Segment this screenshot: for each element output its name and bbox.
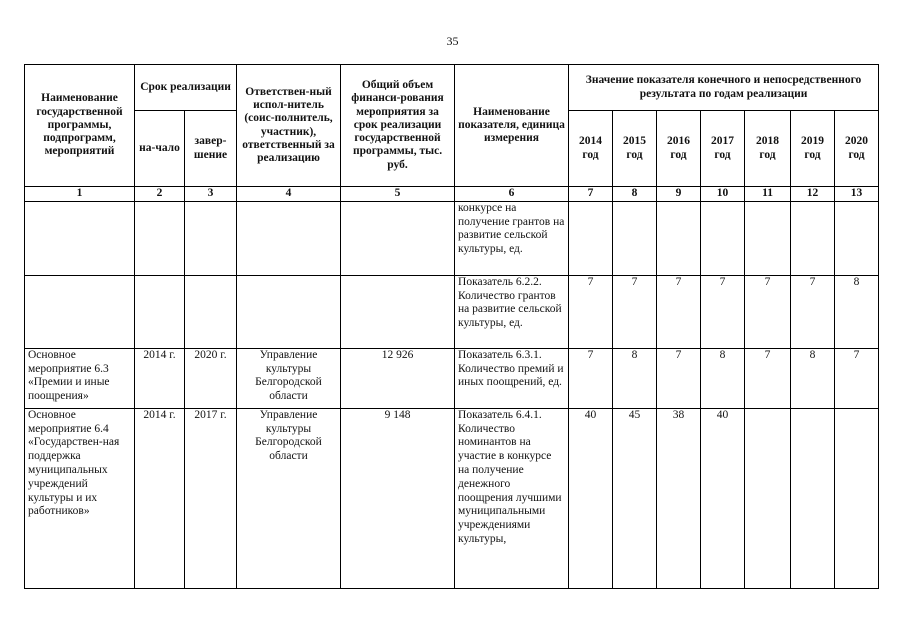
table-row	[25, 408, 879, 588]
column-number: 4	[237, 187, 341, 202]
row-value	[835, 408, 879, 588]
row-responsible: Управление культуры Белгородской области	[237, 408, 341, 588]
header-end: завер-шение	[185, 111, 237, 187]
row-indicator: Показатель 6.4.1. Количество номинантов на участие в конкурсе на получение денежного поощрения лучшими муниципальными учреждениями культуры,	[455, 408, 569, 588]
header-financing: Общий объем финанси-рования мероприятия за срок реализации государственной программы, тыс. руб.	[341, 65, 455, 187]
row-value: 7	[791, 275, 835, 348]
column-number: 2	[135, 187, 185, 202]
row-value	[569, 201, 613, 275]
header-indicator: Наименование показателя, единица измерения	[455, 65, 569, 187]
column-number: 11	[745, 187, 791, 202]
row-value: 45	[613, 408, 657, 588]
row-financing	[341, 275, 455, 348]
column-number: 8	[613, 187, 657, 202]
header-year: 2015 год	[613, 111, 657, 187]
row-value: 7	[701, 275, 745, 348]
row-end: 2017 г.	[185, 408, 237, 588]
header-year: 2019 год	[791, 111, 835, 187]
header-term: Срок реализации	[135, 65, 237, 111]
row-value: 7	[657, 348, 701, 408]
row-indicator: конкурсе на получение грантов на развитие сельской культуры, ед.	[455, 201, 569, 275]
header-year: 2017 год	[701, 111, 745, 187]
row-value	[657, 201, 701, 275]
row-value: 8	[613, 348, 657, 408]
header-year: 2020 год	[835, 111, 879, 187]
table-row	[25, 348, 879, 408]
column-number: 12	[791, 187, 835, 202]
row-indicator: Показатель 6.2.2. Количество грантов на развитие сельской культуры, ед.	[455, 275, 569, 348]
row-value: 7	[569, 275, 613, 348]
row-value: 8	[701, 348, 745, 408]
row-name: Основное мероприятие 6.4 «Государствен-ная поддержка муниципальных учреждений культуры и их работников»	[25, 408, 135, 588]
program-table	[24, 64, 879, 589]
header-responsible: Ответствен-ный испол-нитель (соис-полнитель, участник), ответственный за реализацию	[237, 65, 341, 187]
row-value	[791, 201, 835, 275]
row-responsible: Управление культуры Белгородской области	[237, 348, 341, 408]
column-number: 13	[835, 187, 879, 202]
row-name: Основное мероприятие 6.3 «Премии и иные поощрения»	[25, 348, 135, 408]
row-financing	[341, 201, 455, 275]
row-indicator: Показатель 6.3.1. Количество премий и иных поощрений, ед.	[455, 348, 569, 408]
header-year: 2016 год	[657, 111, 701, 187]
row-financing: 9 148	[341, 408, 455, 588]
row-responsible	[237, 275, 341, 348]
column-number: 10	[701, 187, 745, 202]
column-number: 3	[185, 187, 237, 202]
page-number: 35	[446, 34, 459, 48]
table-row	[25, 275, 879, 348]
row-value: 7	[613, 275, 657, 348]
row-end	[185, 201, 237, 275]
row-financing: 12 926	[341, 348, 455, 408]
row-start	[135, 201, 185, 275]
row-value	[613, 201, 657, 275]
row-value	[701, 201, 745, 275]
header-year: 2014 год	[569, 111, 613, 187]
column-number: 5	[341, 187, 455, 202]
row-start: 2014 г.	[135, 408, 185, 588]
column-number: 6	[455, 187, 569, 202]
header-year: 2018 год	[745, 111, 791, 187]
row-value: 8	[835, 275, 879, 348]
column-number: 1	[25, 187, 135, 202]
row-start: 2014 г.	[135, 348, 185, 408]
row-end: 2020 г.	[185, 348, 237, 408]
header-name: Наименование государственной программы, подпрограмм, мероприятий	[25, 65, 135, 187]
row-value: 7	[569, 348, 613, 408]
column-number: 7	[569, 187, 613, 202]
row-value	[745, 408, 791, 588]
column-numbers-row	[25, 187, 879, 202]
row-value: 7	[657, 275, 701, 348]
column-number: 9	[657, 187, 701, 202]
row-name	[25, 201, 135, 275]
row-value: 40	[701, 408, 745, 588]
row-value: 7	[835, 348, 879, 408]
table-row	[25, 201, 879, 275]
row-value	[791, 408, 835, 588]
header-start: на-чало	[135, 111, 185, 187]
row-value: 38	[657, 408, 701, 588]
row-value: 7	[745, 348, 791, 408]
row-value	[835, 201, 879, 275]
header-values: Значение показателя конечного и непосредственного результата по годам реализации	[569, 65, 879, 111]
row-value: 7	[745, 275, 791, 348]
row-name	[25, 275, 135, 348]
row-start	[135, 275, 185, 348]
row-responsible	[237, 201, 341, 275]
row-end	[185, 275, 237, 348]
row-value	[745, 201, 791, 275]
row-value: 8	[791, 348, 835, 408]
row-value: 40	[569, 408, 613, 588]
